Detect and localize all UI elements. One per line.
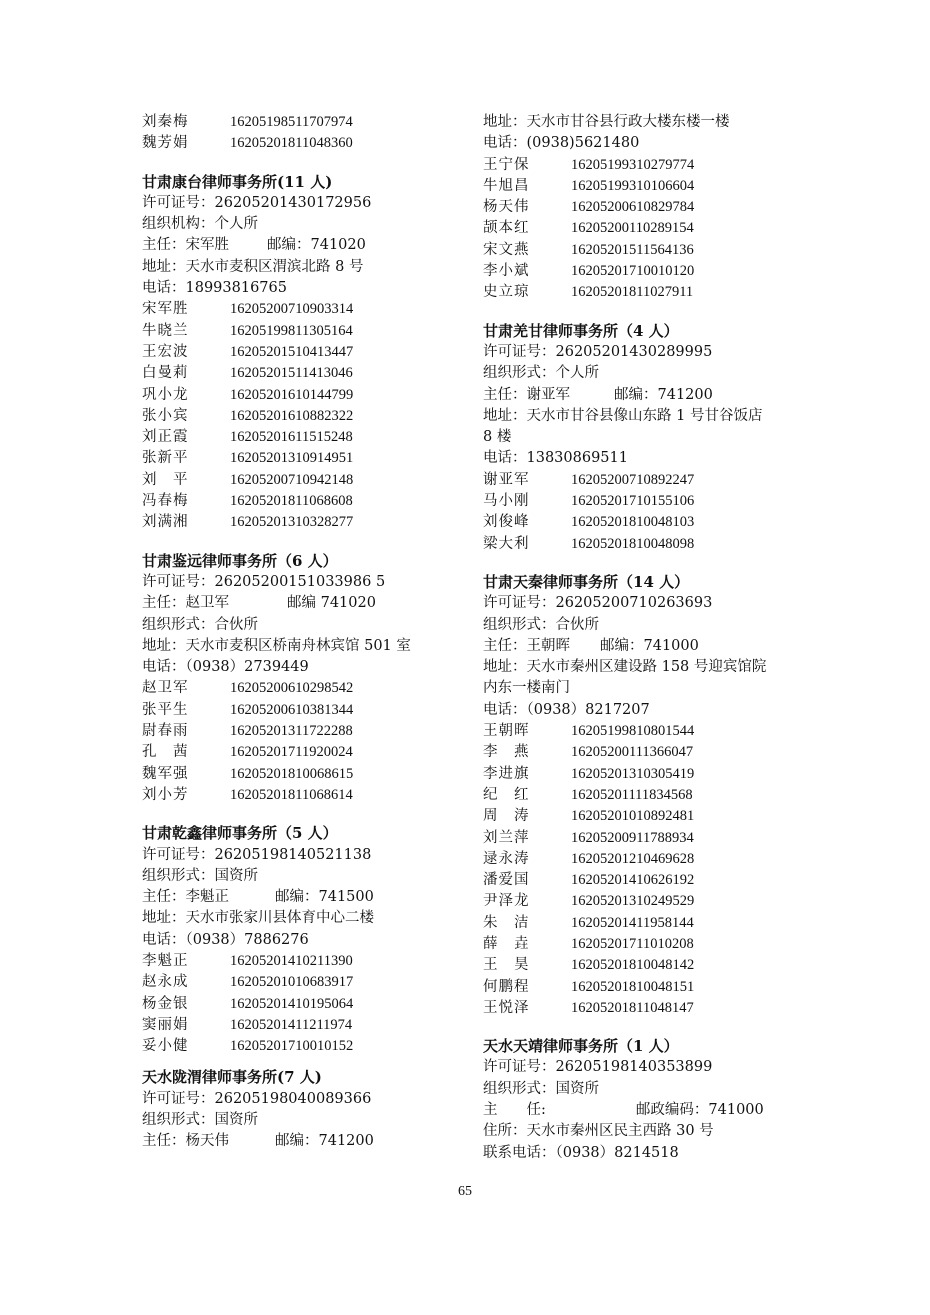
member-number: 16205201410195064: [230, 995, 354, 1012]
member-number: 16205201811027911: [571, 284, 694, 301]
member-name: 李 燕: [483, 744, 530, 761]
member-name: 梁大利: [483, 535, 530, 552]
member-number: 16205201310328277: [230, 514, 354, 531]
member-name: 纪 红: [483, 786, 530, 803]
member-row: [142, 112, 462, 133]
member-number: 16205201710010152: [230, 1038, 354, 1055]
member-name: 魏芳娟: [142, 135, 189, 152]
member-name: 白曼莉: [142, 365, 189, 382]
member-row: [483, 955, 803, 976]
member-number: 16205200110289154: [571, 220, 694, 237]
member-name: 朱 洁: [483, 914, 530, 931]
left-column: [142, 112, 462, 1153]
member-row: [142, 972, 462, 993]
member-name: 王 昊: [483, 957, 530, 974]
member-number: 16205201710155106: [571, 493, 695, 510]
firm-phone: 电话：13830869511: [483, 450, 628, 467]
firm-title: 甘肃羌甘律师事务所（4 人）: [483, 321, 679, 340]
firm-address: 地址：天水市张家川县体育中心二楼: [142, 910, 374, 927]
member-list: [142, 951, 462, 1057]
firm-director: 主任：王朝晖: [483, 637, 570, 654]
member-name: 史立琼: [483, 284, 530, 301]
member-row: [483, 806, 803, 827]
firm-license: 许可证号：26205198140521138: [142, 846, 372, 863]
member-number: 16205201511413046: [230, 365, 353, 382]
member-name: 张小宾: [142, 407, 189, 424]
firm-title: 甘肃天秦律师事务所（14 人）: [483, 572, 690, 591]
member-number: 16205201310249529: [571, 893, 695, 910]
firm-address-continued: 8 楼: [483, 429, 512, 446]
member-name: 王宏波: [142, 343, 189, 360]
member-name: 王悦泽: [483, 999, 530, 1016]
firm-director-row: [483, 385, 803, 406]
member-row: [142, 512, 462, 533]
member-name: 尉春雨: [142, 723, 189, 740]
member-number: 16205201811068614: [230, 786, 353, 803]
page-number: 65: [458, 1184, 472, 1199]
firm-director-row: [142, 235, 462, 256]
member-number: 16205201410626192: [571, 872, 695, 889]
member-row: [483, 470, 803, 491]
member-number: 16205200911788934: [571, 829, 694, 846]
member-row: [483, 197, 803, 218]
member-name: 冯春梅: [142, 493, 189, 510]
member-row: [142, 742, 462, 763]
member-name: 妥小健: [142, 1038, 189, 1055]
member-row: [142, 385, 462, 406]
member-name: 张新平: [142, 450, 189, 467]
member-row: [142, 1036, 462, 1057]
member-name: 孔 茜: [142, 744, 189, 761]
firm-phone: 电话：18993816765: [142, 280, 287, 297]
member-name: 何鹏程: [483, 978, 530, 995]
firm-license: 许可证号：26205200151033986 5: [142, 573, 386, 590]
member-name: 刘 平: [142, 471, 189, 488]
firm-postal: 邮编：741000: [600, 637, 699, 654]
member-row: [142, 721, 462, 742]
member-name: 逯永涛: [483, 850, 530, 867]
member-row: [142, 785, 462, 806]
member-number: 16205198511707974: [230, 114, 353, 130]
member-row: [483, 934, 803, 955]
member-name: 李小斌: [483, 263, 530, 280]
firm-license: 许可证号：26205198040089366: [142, 1090, 372, 1107]
firm-org: 组织形式：合伙所: [483, 616, 599, 633]
member-row: [142, 491, 462, 512]
member-row: [142, 700, 462, 721]
member-row: [483, 870, 803, 891]
firm-title: 天水天靖律师事务所（1 人）: [483, 1037, 679, 1056]
member-number: 16205201010892481: [571, 808, 695, 825]
member-row: [483, 282, 803, 303]
member-row: [142, 951, 462, 972]
member-row: [142, 427, 462, 448]
firm-postal: 邮政编码：741000: [635, 1102, 764, 1119]
firm-phone: 电话：（0938）8217207: [483, 701, 650, 718]
member-number: 16205200710942148: [230, 471, 354, 488]
member-name: 刘兰萍: [483, 829, 530, 846]
member-name: 杨金银: [142, 995, 189, 1012]
firm-org: 组织形式：国资所: [142, 1112, 258, 1129]
member-name: 王朝晖: [483, 723, 530, 740]
member-name: 王宁保: [483, 156, 530, 173]
member-number: 16205199811305164: [230, 322, 353, 339]
firm-address: 地址：天水市甘谷县像山东路 1 号甘谷饭店: [483, 407, 763, 424]
firm-title: 甘肃康台律师事务所(11 人): [142, 172, 333, 191]
member-row: [142, 448, 462, 469]
member-number: 16205200710903314: [230, 301, 354, 318]
member-number: 16205201710010120: [571, 263, 695, 280]
member-number: 16205200610298542: [230, 680, 354, 697]
member-name: 宋军胜: [142, 301, 189, 318]
member-row: [483, 913, 803, 934]
firm-org: 组织机构：个人所: [142, 216, 258, 233]
firm-director: 主 任:: [483, 1102, 546, 1119]
member-name: 赵永成: [142, 974, 189, 991]
member-name: 薛 垚: [483, 935, 530, 952]
member-name: 杨天伟: [483, 199, 530, 216]
member-name: 赵卫军: [142, 680, 189, 697]
member-number: 16205201810048151: [571, 978, 695, 995]
member-number: 16205201010683917: [230, 974, 354, 991]
member-number: 16205201810048103: [571, 514, 695, 531]
member-number: 16205201810068615: [230, 765, 354, 782]
member-name: 马小刚: [483, 493, 530, 510]
member-row: [483, 176, 803, 197]
member-list: [483, 155, 803, 304]
firm-license: 许可证号：26205198140353899: [483, 1059, 713, 1076]
member-number: 16205199810801544: [571, 723, 695, 740]
member-name: 刘正霞: [142, 429, 189, 446]
right-column: [483, 112, 803, 1164]
member-name: 刘满湘: [142, 514, 189, 531]
member-number: 16205201811048147: [571, 999, 694, 1016]
firm-postal: 邮编：741200: [275, 1133, 374, 1150]
member-number: 16205201210469628: [571, 850, 695, 867]
member-row: [142, 1015, 462, 1036]
member-number: 16205201411211974: [230, 1016, 353, 1033]
member-name: 牛晓兰: [142, 322, 189, 339]
firm-org: 组织形式：国资所: [483, 1080, 599, 1097]
member-name: 颉本红: [483, 220, 530, 237]
member-row: [483, 891, 803, 912]
member-row: [483, 240, 803, 261]
member-number: 16205201711010208: [571, 935, 694, 952]
firm-director: 主任：赵卫军: [142, 595, 229, 612]
member-row: [483, 785, 803, 806]
member-number: 16205201811068608: [230, 493, 353, 510]
firm-org: 组织形式：个人所: [483, 365, 599, 382]
firm-license: 许可证号：26205201430289995: [483, 343, 713, 360]
member-number: 16205201611515248: [230, 429, 353, 446]
member-list: [483, 721, 803, 1019]
member-row: [483, 764, 803, 785]
member-name: 巩小龙: [142, 386, 189, 403]
member-row: [142, 764, 462, 785]
firm-phone: 电话：（0938）7886276: [142, 931, 309, 948]
member-row: [142, 994, 462, 1015]
firm-license: 许可证号：26205201430172956: [142, 194, 372, 211]
member-row: [142, 133, 462, 154]
member-number: 16205201811048360: [230, 135, 353, 152]
member-number: 16205201610882322: [230, 407, 354, 424]
member-name: 刘小芳: [142, 786, 189, 803]
firm-phone: 电话：（0938）2739449: [142, 659, 309, 676]
member-row: [483, 261, 803, 282]
firm-address: 地址：天水市秦州区建设路 158 号迎宾馆院: [483, 659, 767, 676]
member-number: 16205200610829784: [571, 199, 695, 216]
member-number: 16205199310106604: [571, 177, 695, 194]
firm-director: 主任：李魁正: [142, 889, 229, 906]
member-row: [483, 155, 803, 176]
firm-title: 甘肃鉴远律师事务所（6 人）: [142, 551, 338, 570]
firm-director-row: [142, 1131, 462, 1152]
member-name: 李进旗: [483, 765, 530, 782]
member-name: 周 涛: [483, 808, 530, 825]
member-row: [142, 363, 462, 384]
firm-postal: 邮编：741500: [275, 889, 374, 906]
member-name: 李魁正: [142, 952, 189, 969]
firm-address-continued: 内东一楼南门: [483, 680, 570, 697]
member-name: 魏军强: [142, 765, 189, 782]
firm-address: 地址：天水市麦积区桥南舟林宾馆 501 室: [142, 637, 411, 654]
firm-title: 天水陇渭律师事务所(7 人): [142, 1068, 322, 1087]
member-number: 16205200610381344: [230, 701, 354, 718]
member-list: [142, 299, 462, 533]
member-row: [142, 470, 462, 491]
member-number: 16205201411958144: [571, 914, 694, 931]
firm-phone: 电话：(0938)5621480: [483, 135, 640, 152]
firm-org: 组织形式：合伙所: [142, 616, 258, 633]
member-row: [142, 342, 462, 363]
firm-director-row: [483, 1100, 803, 1121]
member-row: [142, 678, 462, 699]
firm-director-row: [142, 593, 462, 614]
member-row: [483, 742, 803, 763]
member-number: 16205201111834568: [571, 786, 693, 803]
firm-address: 住所：天水市秦州区民主西路 30 号: [483, 1123, 714, 1140]
member-number: 16205201610144799: [230, 386, 354, 403]
member-name: 张平生: [142, 701, 189, 718]
member-name: 潘爱国: [483, 872, 530, 889]
member-name: 尹泽龙: [483, 893, 530, 910]
member-name: 宋文燕: [483, 241, 530, 258]
member-row: [483, 512, 803, 533]
member-name: 谢亚军: [483, 471, 530, 488]
member-row: [483, 977, 803, 998]
firm-director: 主任：杨天伟: [142, 1133, 229, 1150]
member-row: [142, 321, 462, 342]
member-number: 16205200710892247: [571, 471, 695, 488]
member-number: 16205201410211390: [230, 952, 353, 969]
member-row: [483, 998, 803, 1019]
member-row: [483, 491, 803, 512]
member-number: 16205201310305419: [571, 765, 695, 782]
firm-director-row: [142, 887, 462, 908]
firm-postal: 邮编：741200: [614, 386, 713, 403]
member-list: [142, 678, 462, 806]
firm-org: 组织形式：国资所: [142, 867, 258, 884]
member-name: 刘俊峰: [483, 514, 530, 531]
firm-address: 地址：天水市麦积区渭滨北路 8 号: [142, 258, 364, 275]
member-number: 16205201511564136: [571, 241, 694, 258]
member-row: [483, 721, 803, 742]
member-number: 16205201510413447: [230, 343, 354, 360]
firm-director: 主任：宋军胜: [142, 237, 229, 254]
member-number: 16205201311722288: [230, 723, 353, 740]
member-number: 16205201711920024: [230, 744, 353, 761]
firm-address: 地址：天水市甘谷县行政大楼东楼一楼: [483, 114, 730, 130]
member-name: 窦丽娟: [142, 1016, 189, 1033]
member-number: 16205201810048142: [571, 957, 695, 974]
member-row: [483, 534, 803, 555]
member-list: [483, 470, 803, 555]
member-name: 刘秦梅: [142, 114, 189, 130]
member-row: [483, 218, 803, 239]
firm-postal: 邮编 741020: [287, 595, 376, 612]
member-number: 16205199310279774: [571, 156, 695, 173]
firm-director: 主任：谢亚军: [483, 386, 570, 403]
firm-phone: 联系电话：（0938）8214518: [483, 1144, 679, 1161]
firm-postal: 邮编：741020: [267, 237, 366, 254]
firm-license: 许可证号：26205200710263693: [483, 595, 713, 612]
member-row: [142, 406, 462, 427]
member-row: [142, 299, 462, 320]
member-row: [483, 828, 803, 849]
member-number: 16205201810048098: [571, 535, 695, 552]
member-row: [483, 849, 803, 870]
firm-title: 甘肃乾鑫律师事务所（5 人）: [142, 824, 338, 843]
member-number: 16205200111366047: [571, 744, 694, 761]
member-name: 牛旭昌: [483, 177, 530, 194]
firm-director-row: [483, 636, 803, 657]
member-number: 16205201310914951: [230, 450, 354, 467]
